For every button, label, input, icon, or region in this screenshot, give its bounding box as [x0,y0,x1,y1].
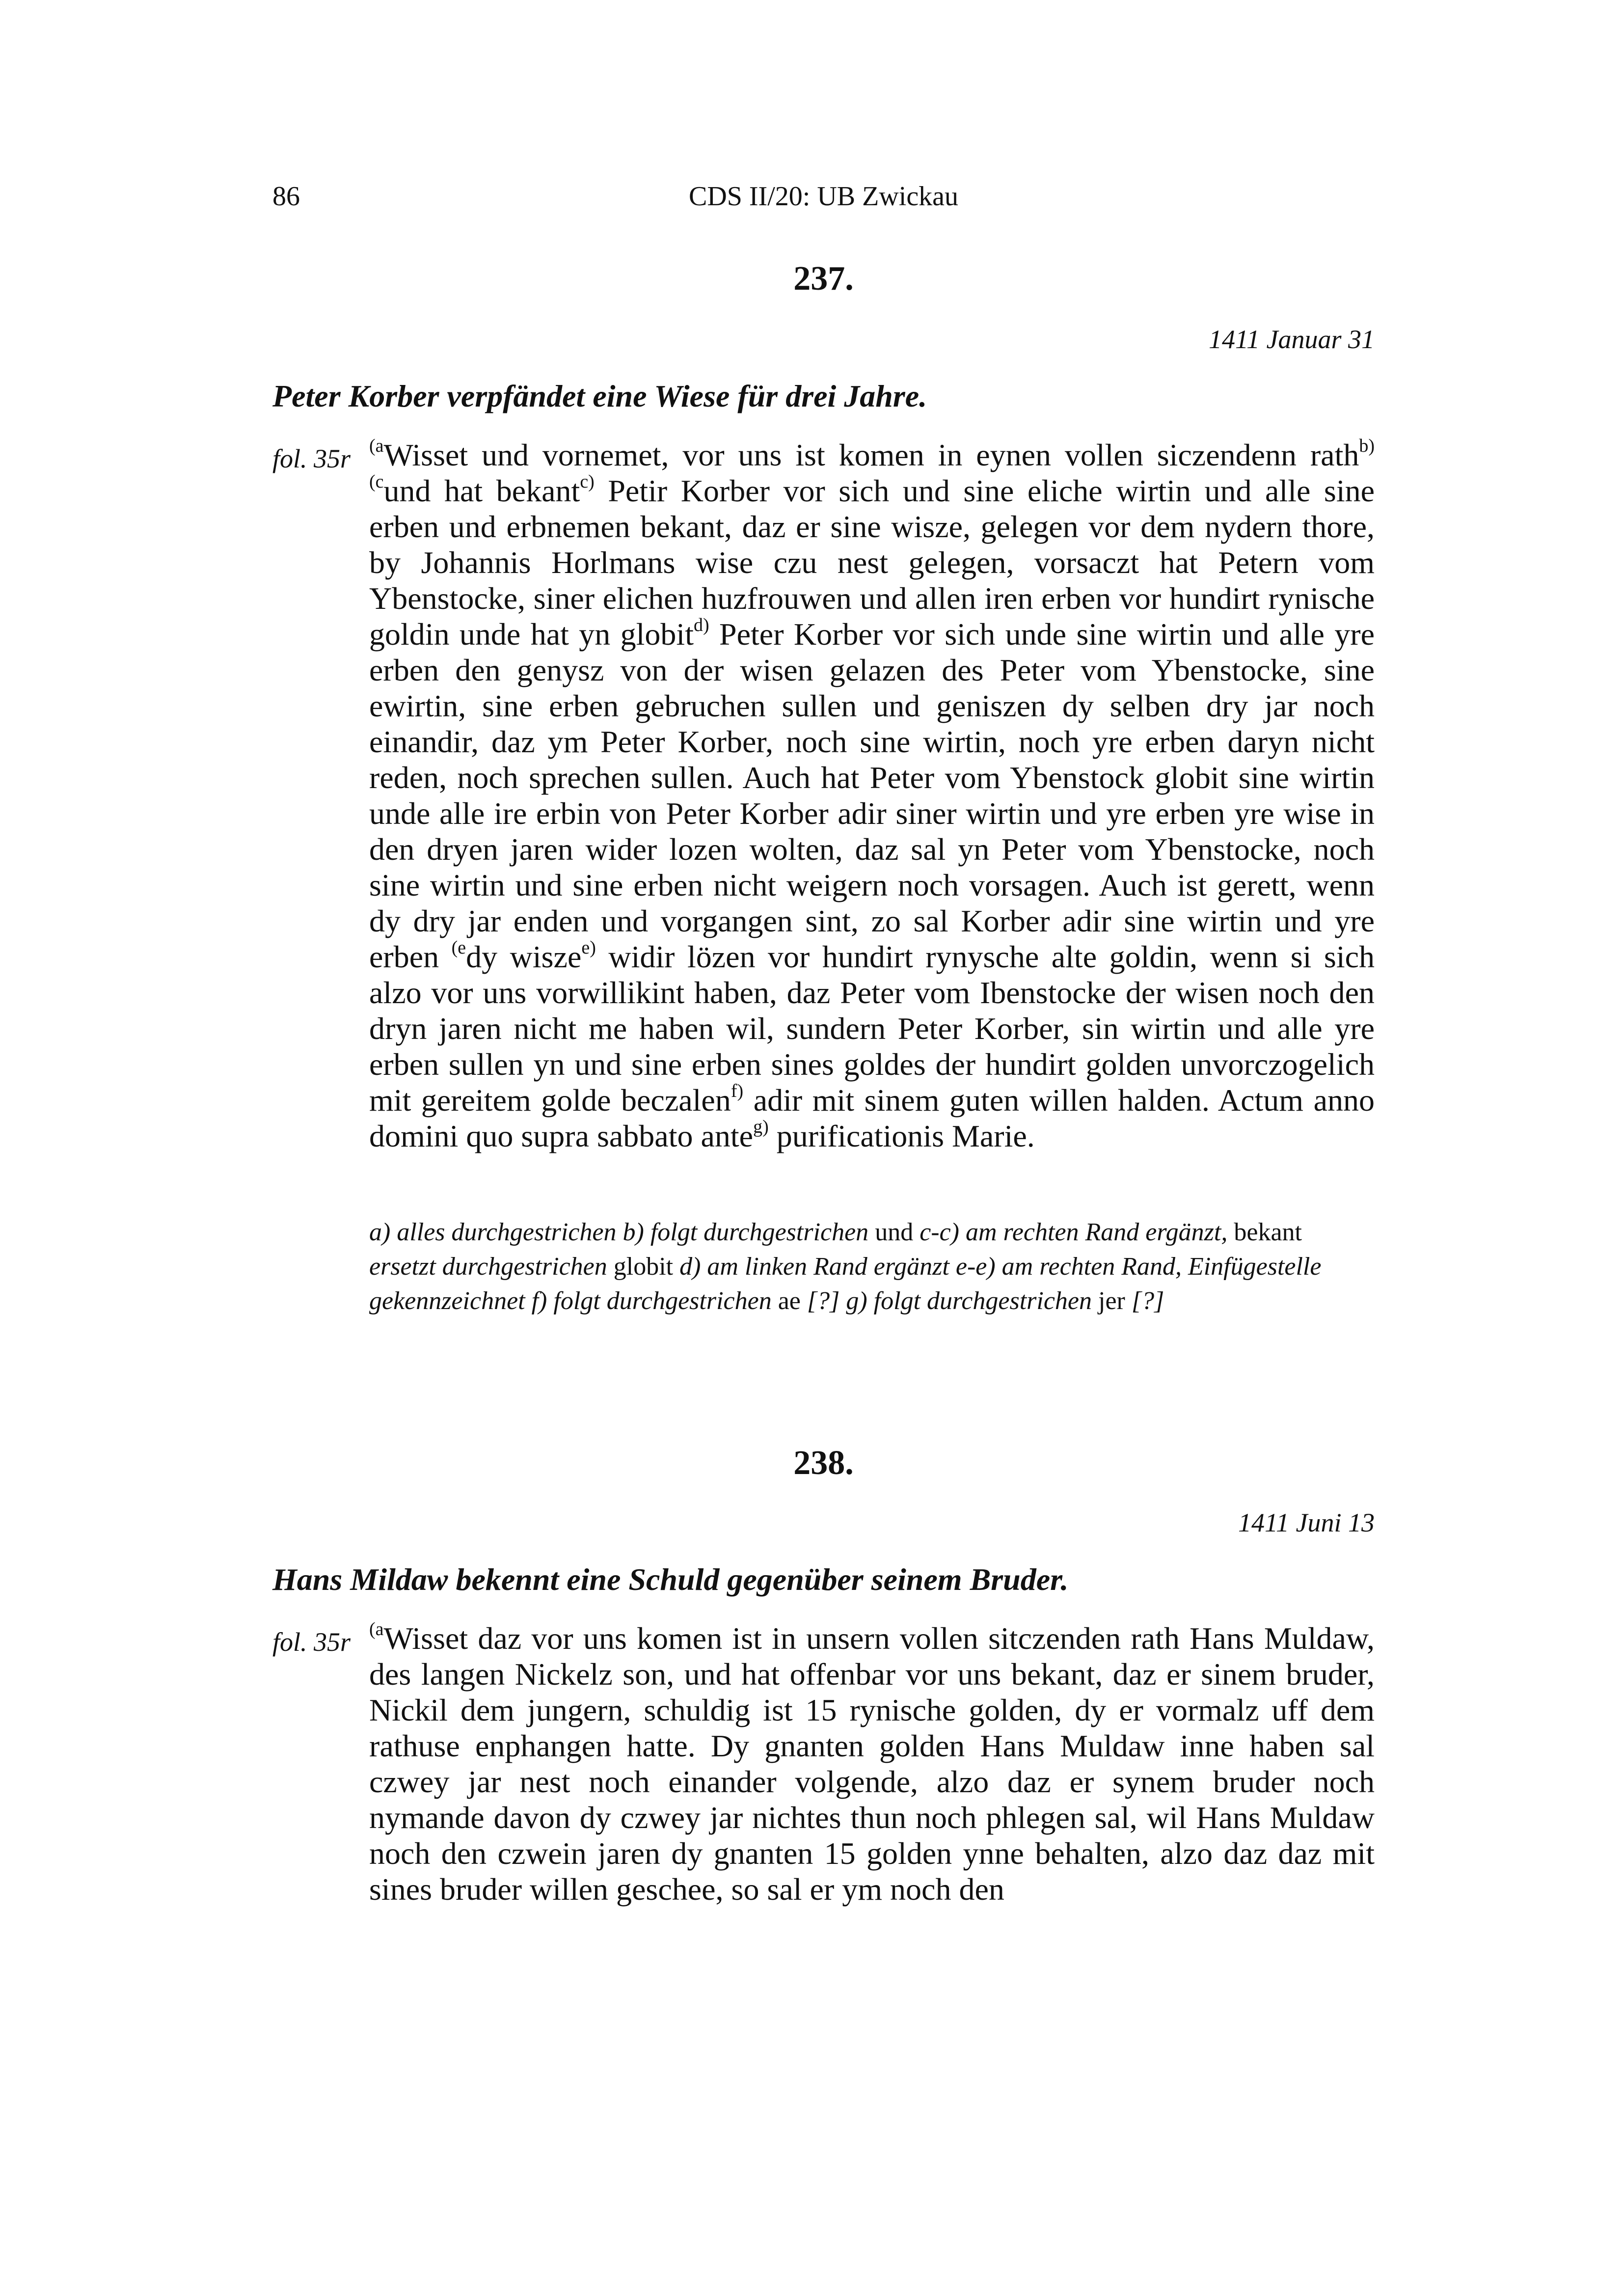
footnote-marker: d) [694,614,709,635]
apparatus-note: [?] [1125,1287,1164,1315]
page-number: 86 [272,181,300,212]
text-segment: und hat bekant [383,473,580,508]
footnote-marker: c) [580,471,595,492]
text-segment: Petir Korber vor sich und sine eliche wirtin und alle sine erben und erbnemen bekant, daz er sine wisze, gelegen vor dem nydern thore, by Johannis Horlmans wise czu nest gelegen, vorsaczt hat Petern vom Ybenstocke, siner elichen huzfrouwen und allen iren erben vor hundirt rynische goldin unde hat yn globit [369,473,1375,652]
folio-reference: fol. 35r [272,1627,351,1657]
running-head [272,181,1375,215]
entry-number: 238. [793,1444,854,1482]
apparatus-source-word: und [868,1218,920,1246]
text-segment: purificationis Marie. [768,1119,1035,1153]
footnote-marker: e) [581,937,596,958]
text-segment: Peter Korber vor sich unde sine wirtin und alle yre erben den genysz von der wisen gelazen des Peter vom Ybenstocke, sine ewirtin, sine erben gebruchen sullen und geniszen dy selben dry jar noch einandir, daz ym Peter Korber, noch sine wirtin, noch yre erben daryn nicht reden, noch sprechen sullen. Auch hat Peter vom Ybenstock globit sine wirtin unde alle ire erbin von Peter Korber adir siner wirtin und yre erben yre wise in den dryen jaren wider lozen wolten, daz sal yn Peter vom Ybenstocke, noch sine wirtin und sine erben nicht weigern noch vorsagen. Auch ist gerett, wenn dy dry jar enden und vorgangen sint, zo sal Korber adir sine wirtin und yre erben [369,617,1375,974]
apparatus-source-word: jer [1098,1287,1125,1315]
apparatus-note: c-c) am rechten Rand ergänzt, [920,1218,1234,1246]
footnote-marker: b) [1359,435,1375,456]
text-segment: dy wisze [466,939,582,974]
apparatus-note: ersetzt durchgestrichen [369,1253,614,1281]
text-segment: Wisset und vornemet, vor uns ist komen in eynen vollen siczendenn rath [383,437,1359,472]
apparatus-note: a) alles durchgestrichen b) folgt durchgestrichen [369,1218,869,1246]
apparatus-source-word: ae [778,1287,801,1315]
entry-date: 1411 Juni 13 [1238,1508,1375,1537]
document-text [369,1620,1375,1907]
document-text [369,437,1375,1154]
entry-date: 1411 Januar 31 [1209,325,1375,354]
entry-number: 237. [793,260,854,298]
apparatus-source-word: globit [613,1253,674,1281]
footnote-marker: (c [369,471,384,492]
running-title: CDS II/20: UB Zwickau [688,181,959,212]
folio-reference: fol. 35r [272,444,351,473]
footnote-marker: g) [753,1116,769,1137]
apparatus-note: [?] g) folgt durchgestrichen [800,1287,1099,1315]
apparatus-source-word: bekant [1234,1218,1302,1246]
footnote-marker: (a [369,1618,384,1640]
text-segment: widir lözen vor hundirt rynysche alte goldin, wenn si sich alzo vor uns vorwillikint haben, daz Peter vom Ibenstocke der wisen noch den dryn jaren nicht me haben wil, sundern Peter Korber, sin wirtin und alle yre erben sullen yn und sine erben sines goldes der hundirt golden unvorczogelich mit gereitem golde beczalen [369,939,1375,1118]
footnote-marker: (e [451,937,466,958]
critical-apparatus [369,1215,1375,1318]
apparatus-note: d) am linken Rand ergänzt e-e) am rechten Rand, Einfügestelle gekennzeichnet f) folgt durchgestrichen [369,1253,1322,1315]
text-segment: adir mit sinem guten willen halden. Actum anno domini quo supra sabbato ante [369,1083,1375,1153]
footnote-marker: (a [369,435,384,456]
footnote-marker: f) [730,1080,744,1101]
text-segment: Wisset daz vor uns komen ist in unsern vollen sitczenden rath Hans Muldaw, des langen Nickelz son, und hat offenbar vor uns bekant, daz er sinem bruder, Nickil dem jungern, schuldig ist 15 rynische golden, dy er vormalz uff dem rathuse enphangen hatte. Dy gnanten golden Hans Muldaw inne haben sal czwey jar nest noch einander volgende, alzo daz er synem bruder noch nymande davon dy czwey jar nichtes thun noch phlegen sal, wil Hans Muldaw noch den czwein jaren dy gnanten 15 golden ynne behalten, alzo daz daz mit sines bruder willen geschee, so sal er ym noch den [369,1621,1375,1907]
entry-title: Peter Korber verpfändet eine Wiese für drei Jahre. [272,379,927,413]
entry-title: Hans Mildaw bekennt eine Schuld gegenüber seinem Bruder. [272,1562,1069,1597]
